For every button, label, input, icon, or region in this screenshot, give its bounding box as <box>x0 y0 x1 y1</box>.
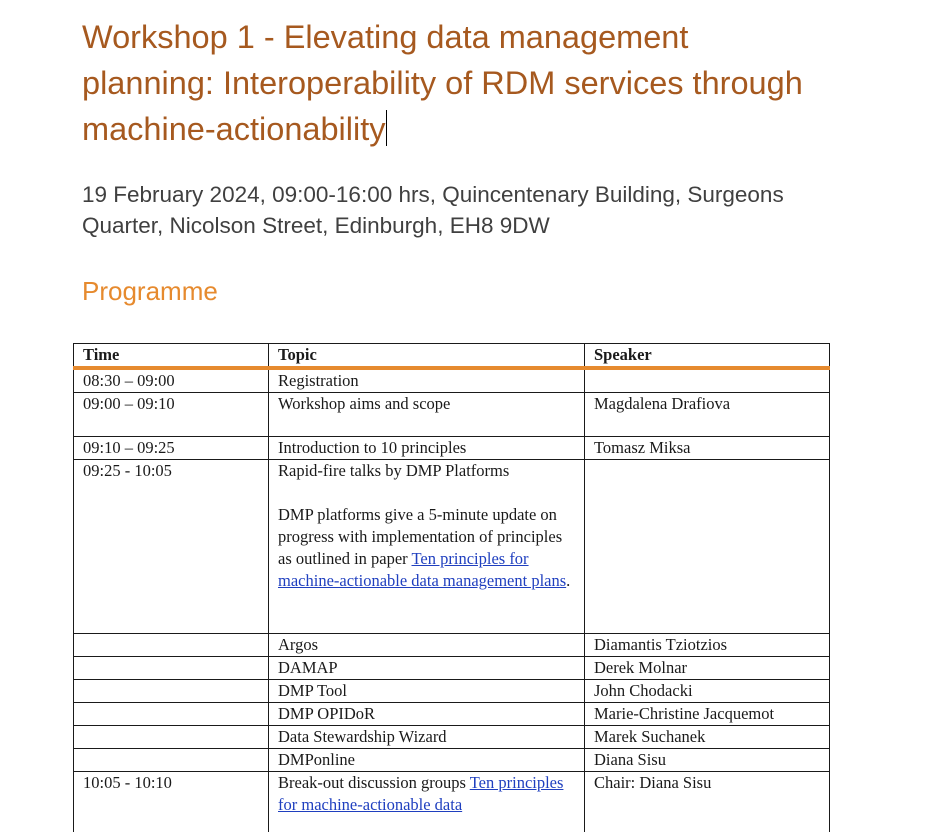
topic-cell <box>269 772 585 832</box>
table-row <box>74 634 830 657</box>
text-cursor <box>386 110 387 146</box>
event-details-line: Quarter, Nicolson Street, Edinburgh, EH8 9DW <box>82 210 902 241</box>
topic-cell: DMP OPIDoR <box>269 703 585 726</box>
topic-cell: Data Stewardship Wizard <box>269 726 585 749</box>
topic-cell: DMP Tool <box>269 680 585 703</box>
topic-cell: Argos <box>269 634 585 657</box>
table-row <box>74 726 830 749</box>
title-line: planning: Interoperability of RDM services through <box>82 60 882 106</box>
table-row <box>74 703 830 726</box>
speaker-cell: Diamantis Tziotzios <box>585 634 830 657</box>
table-row <box>74 680 830 703</box>
title-line <box>82 106 882 152</box>
table-row <box>74 393 830 437</box>
table-row <box>74 749 830 772</box>
speaker-cell: Derek Molnar <box>585 657 830 680</box>
time-cell <box>74 749 269 772</box>
event-details <box>82 179 902 241</box>
speaker-cell: Marek Suchanek <box>585 726 830 749</box>
topic-description: DMP platforms give a 5-minute update on progress with implementation of principles as outlined in paper <box>278 505 562 568</box>
time-cell <box>74 703 269 726</box>
time-cell: 08:30 – 09:00 <box>74 368 269 393</box>
topic-cell: Registration <box>269 368 585 393</box>
speaker-cell: Chair: Diana Sisu <box>585 772 830 832</box>
topic-cell: DAMAP <box>269 657 585 680</box>
section-heading-programme: Programme <box>82 274 218 308</box>
speaker-cell: Diana Sisu <box>585 749 830 772</box>
table-row <box>74 657 830 680</box>
column-header-topic: Topic <box>269 344 585 369</box>
speaker-cell: John Chodacki <box>585 680 830 703</box>
table-row <box>74 368 830 393</box>
event-details-line: 19 February 2024, 09:00-16:00 hrs, Quincentenary Building, Surgeons <box>82 179 902 210</box>
topic-cell <box>269 460 585 634</box>
time-cell: 09:25 - 10:05 <box>74 460 269 634</box>
topic-title: Rapid-fire talks by DMP Platforms <box>278 461 509 480</box>
time-cell: 10:05 - 10:10 <box>74 772 269 832</box>
table-row <box>74 460 830 634</box>
speaker-cell: Marie-Christine Jacquemot <box>585 703 830 726</box>
topic-text: Break-out discussion groups <box>278 773 470 792</box>
time-cell: 09:10 – 09:25 <box>74 437 269 460</box>
table-row <box>74 437 830 460</box>
topic-cell: Workshop aims and scope <box>269 393 585 437</box>
paper-link[interactable]: Ten principles for machine-actionable data <box>278 773 563 814</box>
table-row <box>74 772 830 832</box>
speaker-cell: Tomasz Miksa <box>585 437 830 460</box>
paper-link[interactable]: Ten principles for machine-actionable data management plans <box>278 549 566 590</box>
document-title <box>82 14 882 152</box>
speaker-cell <box>585 368 830 393</box>
speaker-cell: Magdalena Drafiova <box>585 393 830 437</box>
time-cell <box>74 634 269 657</box>
time-cell <box>74 726 269 749</box>
paragraph-spacer <box>278 482 575 504</box>
time-cell <box>74 680 269 703</box>
column-header-time: Time <box>74 344 269 369</box>
table-header-row <box>74 344 830 369</box>
programme-table <box>73 343 830 832</box>
topic-description-end: . <box>566 571 570 590</box>
title-line: Workshop 1 - Elevating data management <box>82 14 882 60</box>
title-line-text: machine-actionability <box>82 111 385 147</box>
time-cell <box>74 657 269 680</box>
speaker-cell <box>585 460 830 634</box>
column-header-speaker: Speaker <box>585 344 830 369</box>
topic-cell: Introduction to 10 principles <box>269 437 585 460</box>
topic-cell: DMPonline <box>269 749 585 772</box>
time-cell: 09:00 – 09:10 <box>74 393 269 437</box>
